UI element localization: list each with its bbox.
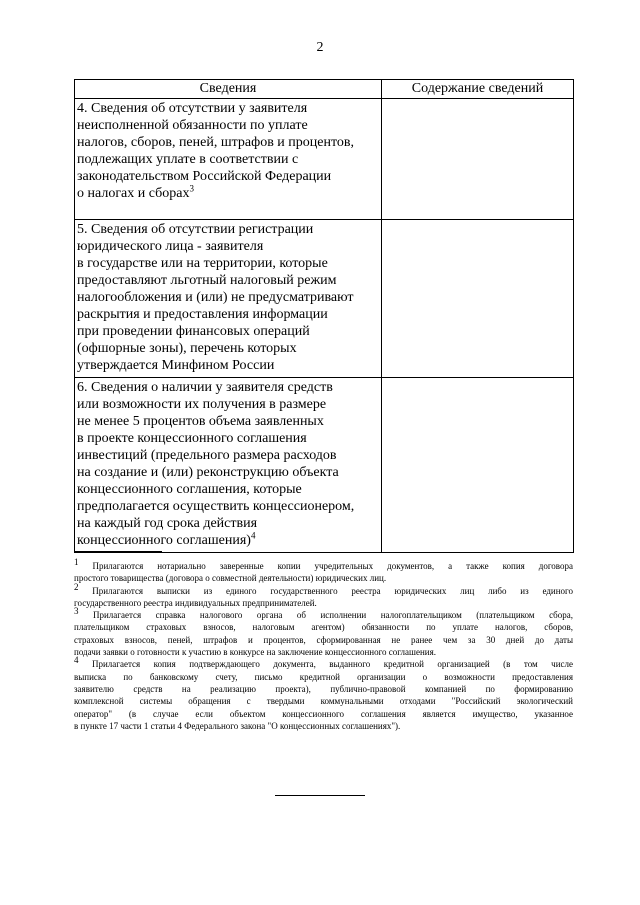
footnote-line: заявителю средств на реализацию проекта), публично-правовой компанией по формированию <box>74 683 573 694</box>
cell-line: на каждый год срока действия <box>77 516 258 531</box>
footnote-line: Прилагается копия подтверждающего документа, выданного кредитной организацией (в том числе <box>78 659 573 670</box>
end-rule <box>275 795 365 796</box>
cell-line: при проведении финансовых операций <box>77 324 310 339</box>
footnote-number: 2 <box>74 581 79 592</box>
footnote-4 <box>74 655 573 732</box>
footnote-separator <box>74 551 162 552</box>
table-header-row <box>75 80 574 99</box>
footnote-line: Прилагаются выписки из единого государственного реестра юридических лиц либо из единого <box>78 585 573 596</box>
cell-line: или возможности их получения в размере <box>77 397 327 412</box>
cell-line: законодательством Российской Федерации <box>77 169 332 184</box>
cell-line: неисполненной обязанности по уплате <box>77 118 308 133</box>
cell-line: концессионного соглашения) <box>77 533 251 548</box>
cell-line: раскрытия и предоставления информации <box>77 307 328 322</box>
footnote-line: комплексной системы обращения с твердыми коммунальными отходами "Российский экологический <box>74 696 573 707</box>
footnote-line: подачи заявки о готовности к участию в конкурсе на заключение концессионного соглашения. <box>74 647 436 658</box>
column-header-info: Сведения <box>75 80 382 99</box>
cell-line: налогообложения и (или) не предусматривают <box>77 290 354 305</box>
cell-line: юридического лица - заявителя <box>77 239 264 254</box>
footnote-line: плательщиком страховых взносов, налоговым агентом) обязанности по уплате налогов, сборов, <box>74 622 573 633</box>
footnote-number: 4 <box>74 655 79 666</box>
column-header-content: Содержание сведений <box>382 80 574 99</box>
cell-line: 5. Сведения об отсутствии регистрации <box>77 222 314 237</box>
footnote-number: 1 <box>74 557 79 567</box>
cell-line: концессионного соглашения, которые <box>77 482 302 497</box>
footnote-line: государственного реестра индивидуальных предпринимателей. <box>74 597 317 608</box>
page-number: 2 <box>316 40 324 55</box>
content-cell[interactable] <box>382 378 574 553</box>
footnote-line: выписка по банковскому счету, письмо кредитной организации о возможности предоставления <box>74 671 573 682</box>
cell-line: предполагается осуществить концессионером, <box>77 499 355 514</box>
footnote-line: Прилагаются нотариально заверенные копии учредительных документов, а также копия договора <box>78 561 573 571</box>
information-table <box>74 79 574 553</box>
cell-line: в государстве или на территории, которые <box>77 256 328 271</box>
cell-line: предоставляют льготный налоговый режим <box>77 273 337 288</box>
info-cell <box>75 99 382 220</box>
footnote-2 <box>74 581 573 610</box>
content-cell[interactable] <box>382 99 574 220</box>
footnote-1 <box>74 557 573 585</box>
footnote-3 <box>74 606 573 658</box>
cell-line: инвестиций (предельного размера расходов <box>77 448 337 463</box>
info-cell <box>75 378 382 553</box>
cell-line: о налогах и сборах <box>77 186 190 201</box>
cell-line: на создание и (или) реконструкцию объекта <box>77 465 339 480</box>
footnote-line: оператор" (в случае если объектом концессионного соглашения является имущество, указанное <box>74 708 573 719</box>
footnote-number: 3 <box>74 606 79 617</box>
content-cell[interactable] <box>382 220 574 378</box>
cell-line: налогов, сборов, пеней, штрафов и процентов, <box>77 135 355 150</box>
info-cell <box>75 220 382 378</box>
cell-line: утверждается Минфином России <box>77 358 275 373</box>
cell-line: (офшорные зоны), перечень которых <box>77 341 297 356</box>
footnote-line: Прилагается справка налогового органа об исполнении налогоплательщиком (плательщиком сбора, <box>78 610 573 621</box>
footnote-line: страховых взносов, пеней, штрафов и процентов, сформированная не ранее чем за 30 дней до даты <box>74 634 573 645</box>
cell-line: в проекте концессионного соглашения <box>77 431 307 446</box>
cell-line: не менее 5 процентов объема заявленных <box>77 414 324 429</box>
footnote-line: простого товарищества (договора о совместной деятельности) юридических лиц. <box>74 573 387 584</box>
table-row <box>75 99 574 220</box>
cell-line: 6. Сведения о наличии у заявителя средств <box>77 380 333 395</box>
footnote-ref: 4 <box>250 530 256 541</box>
footnote-ref: 3 <box>189 183 194 194</box>
table-row <box>75 220 574 378</box>
footnote-line: в пункте 17 части 1 статьи 4 Федерального закона "О концессионных соглашениях"). <box>74 720 401 731</box>
table-row <box>75 378 574 553</box>
cell-line: подлежащих уплате в соответствии с <box>77 152 299 167</box>
cell-line: 4. Сведения об отсутствии у заявителя <box>77 101 308 116</box>
footnotes <box>74 557 573 732</box>
